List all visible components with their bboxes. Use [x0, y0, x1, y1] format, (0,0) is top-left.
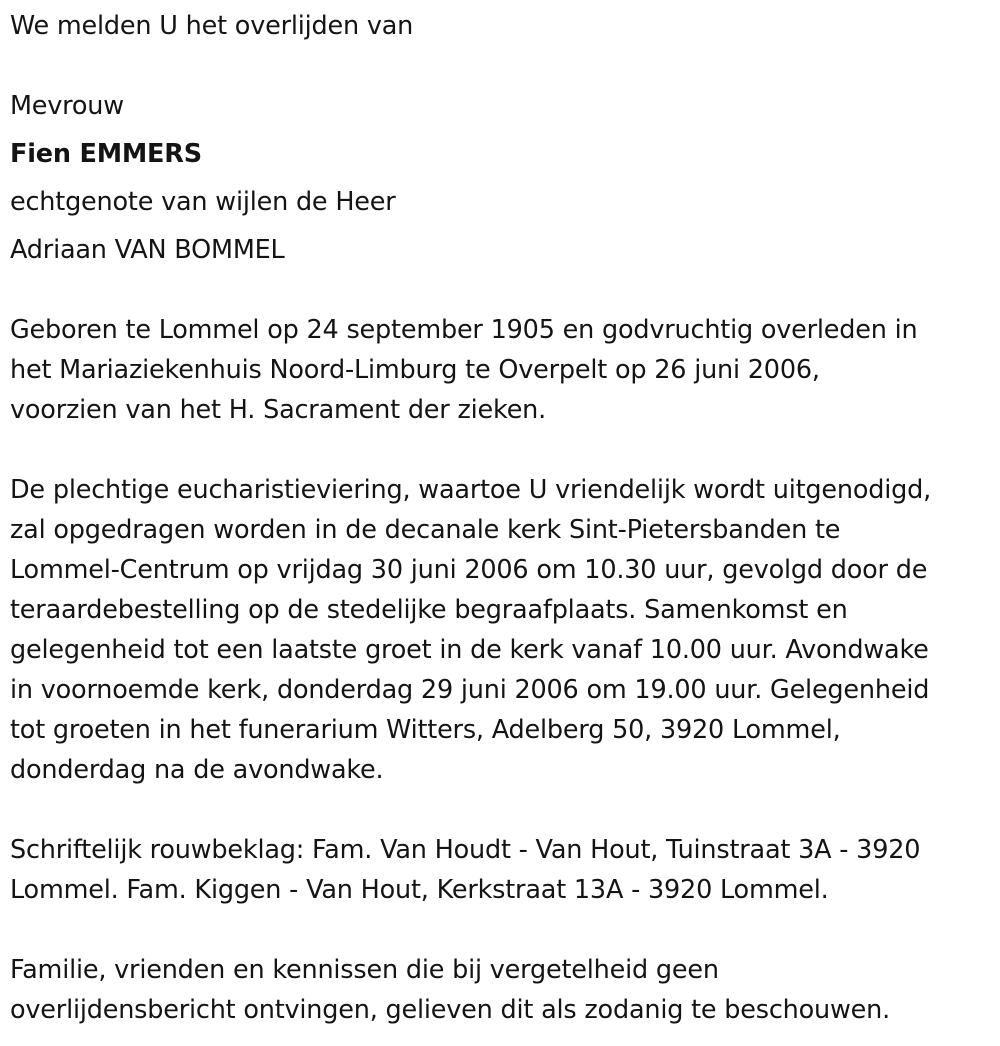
- deceased-name: Fien EMMERS: [10, 139, 202, 169]
- paragraph-line: zal opgedragen worden in de decanale kerk Sint-Pietersbanden te: [10, 515, 841, 545]
- intro-line: We melden U het overlijden van: [10, 11, 414, 41]
- paragraph-line: Schriftelijk rouwbeklag: Fam. Van Houdt - Van Hout, Tuinstraat 3A - 3920: [10, 835, 921, 865]
- paragraph-line: Lommel. Fam. Kiggen - Van Hout, Kerkstraat 13A - 3920 Lommel.: [10, 875, 829, 905]
- paragraph-line: in voornoemde kerk, donderdag 29 juni 2006 om 19.00 uur. Gelegenheid: [10, 675, 930, 705]
- paragraph-birth-death: [10, 310, 917, 430]
- paragraph-line: Geboren te Lommel op 24 september 1905 en godvruchtig overleden in: [10, 315, 918, 345]
- paragraph-line: overlijdensbericht ontvingen, gelieven dit als zodanig te beschouwen.: [10, 995, 891, 1025]
- salutation: Mevrouw: [10, 91, 124, 121]
- paragraph-line: donderdag na de avondwake.: [10, 755, 384, 785]
- spouse-label: echtgenote van wijlen de Heer: [10, 187, 396, 217]
- paragraph-line: Familie, vrienden en kennissen die bij vergetelheid geen: [10, 955, 719, 985]
- paragraph-line: De plechtige eucharistieviering, waartoe U vriendelijk wordt uitgenodigd,: [10, 475, 931, 505]
- paragraph-line: voorzien van het H. Sacrament der zieken.: [10, 395, 547, 425]
- paragraph-line: tot groeten in het funerarium Witters, Adelberg 50, 3920 Lommel,: [10, 715, 841, 745]
- spouse-name: Adriaan VAN BOMMEL: [10, 235, 285, 265]
- paragraph-line: teraardebestelling op de stedelijke begraafplaats. Samenkomst en: [10, 595, 848, 625]
- paragraph-line: Lommel-Centrum op vrijdag 30 juni 2006 om 10.30 uur, gevolgd door de: [10, 555, 928, 585]
- paragraph-ceremony: [10, 470, 931, 790]
- paragraph-closing: [10, 950, 890, 1030]
- paragraph-line: het Mariaziekenhuis Noord-Limburg te Overpelt op 26 juni 2006,: [10, 355, 820, 385]
- paragraph-line: gelegenheid tot een laatste groet in de kerk vanaf 10.00 uur. Avondwake: [10, 635, 929, 665]
- paragraph-condolences: [10, 830, 920, 910]
